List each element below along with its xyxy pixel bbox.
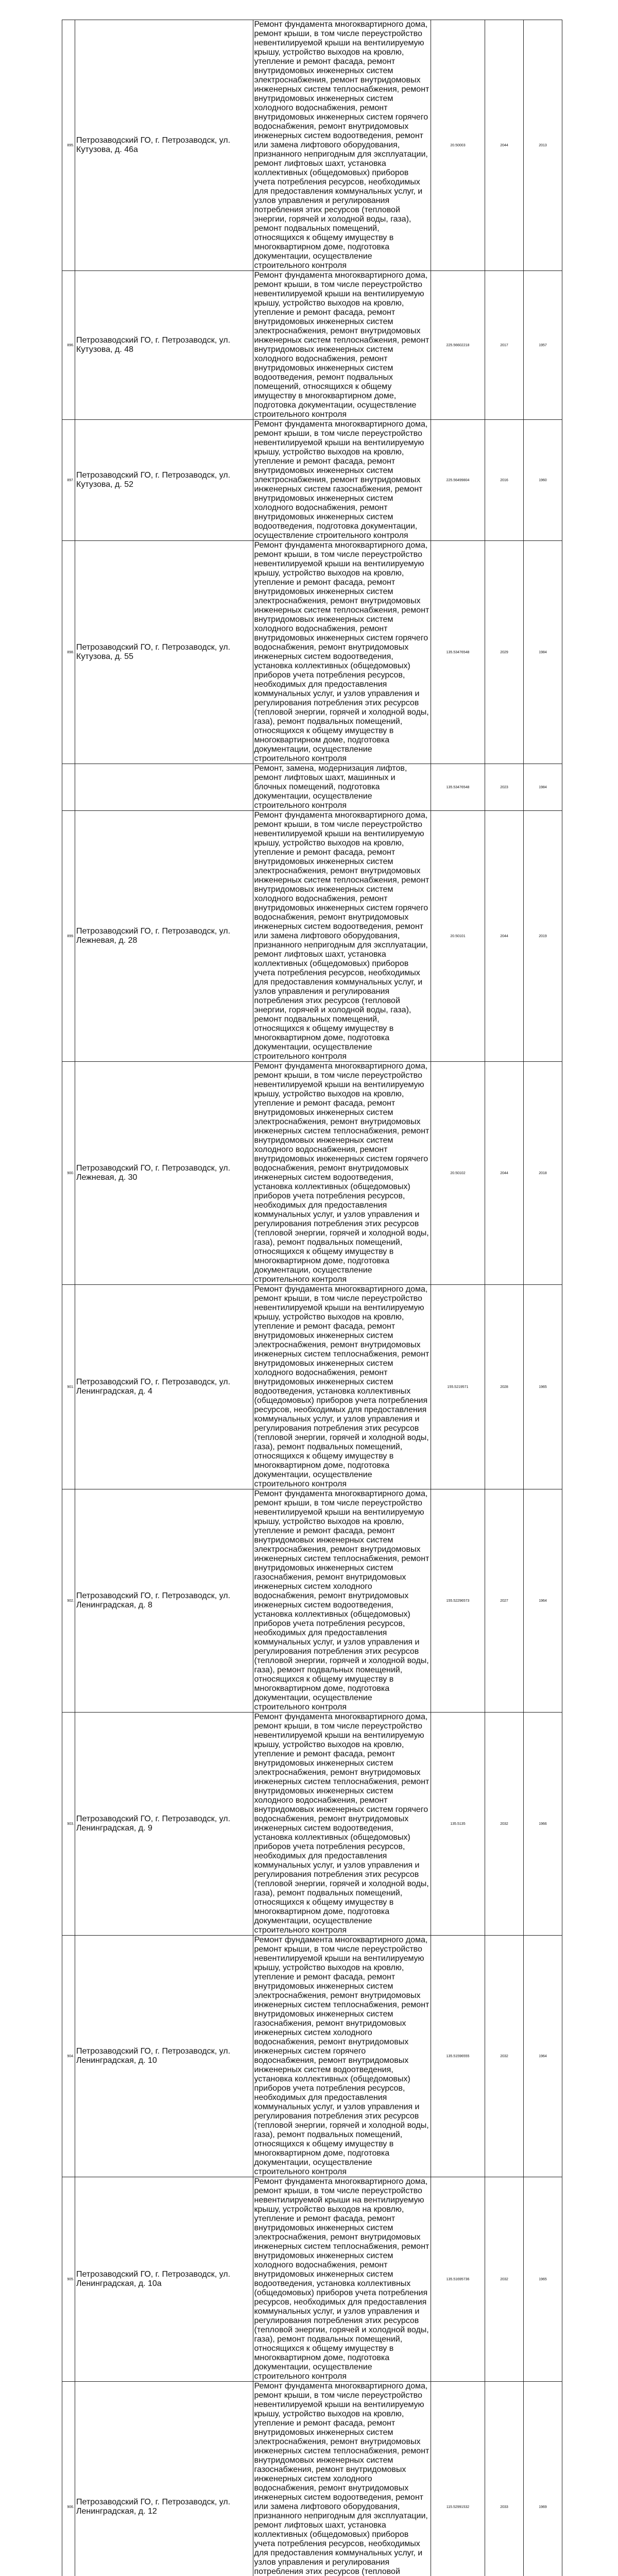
- table-row: [62, 1713, 562, 1936]
- built-year-cell: 2013: [524, 20, 562, 271]
- address-cell: Петрозаводский ГО, г. Петрозаводск, ул. Кутузова, д. 46а: [75, 20, 253, 271]
- works-cell: Ремонт фундамента многоквартирного дома, ремонт крыши, в том числе переустройство невентилируемой крыши на вентилируемую крышу, устройство выходов на кровлю, утепление и ремонт фасада, ремонт внутридомовых инженерных систем электроснабжения, ремонт внутридомовых инженерных систем теплоснабжения, ремонт внутридомовых инженерных систем газоснабжения, ремонт внутридомовых инженерных систем холодного водоснабжения, ремонт внутридомовых инженерных систем водоотведения, ремонт или замена лифтового оборудования, признанного непригодным для эксплуатации, ремонт лифтовых шахт, установка коллективных (общедомовых) приборов учета потребления ресурсов, необходимых для предоставления коммунальных услуг, и узлов управления и регулирования потребления этих ресурсов (тепловой: [253, 2382, 431, 2576]
- works-cell: Ремонт фундамента многоквартирного дома, ремонт крыши, в том числе переустройство невентилируемой крыши на вентилируемую крышу, устройство выходов на кровлю, утепление и ремонт фасада, ремонт внутридомовых инженерных систем электроснабжения, ремонт внутридомовых инженерных систем теплоснабжения, ремонт внутридомовых инженерных систем холодного водоснабжения, ремонт внутридомовых инженерных систем горячего водоснабжения, ремонт внутридомовых инженерных систем водоотведения, ремонт или замена лифтового оборудования, признанного непригодным для эксплуатации, ремонт лифтовых шахт, установка коллективных (общедомовых) приборов учета потребления ресурсов, необходимых для предоставления коммунальных услуг, и узлов управления и регулирования потребления этих ресурсов (тепловой энергии, горячей и холодной воды, газа), ремонт подвальных помещений, относящихся к общему имуществу в многоквартирном доме, подготовка документации, осуществление строительного контроля: [253, 811, 431, 1062]
- planned-year-cell: 2028: [485, 1285, 524, 1489]
- table-body: [62, 20, 562, 2576]
- row-number: 902.: [62, 1489, 75, 1713]
- planned-year-cell: 2032: [485, 2177, 524, 2382]
- address-cell: Петрозаводский ГО, г. Петрозаводск, ул. Ленинградская, д. 10а: [75, 2177, 253, 2382]
- table-row: [62, 2177, 562, 2382]
- built-year-cell: 1969: [524, 2382, 562, 2576]
- planned-year-cell: 2032: [485, 1713, 524, 1936]
- row-number: 899.: [62, 811, 75, 1062]
- address-cell: Петрозаводский ГО, г. Петрозаводск, ул. Кутузова, д. 55: [75, 541, 253, 764]
- cost-cell: 20.50102: [431, 1062, 485, 1285]
- cost-cell: 135.5135: [431, 1713, 485, 1936]
- cost-cell: 20.50003: [431, 20, 485, 271]
- address-cell: Петрозаводский ГО, г. Петрозаводск, ул. Лежневая, д. 28: [75, 811, 253, 1062]
- planned-year-cell: 2044: [485, 20, 524, 271]
- built-year-cell: 1964: [524, 1489, 562, 1713]
- planned-year-cell: 2016: [485, 420, 524, 541]
- cost-cell: 225.56499804: [431, 420, 485, 541]
- works-cell: Ремонт фундамента многоквартирного дома, ремонт крыши, в том числе переустройство невентилируемой крыши на вентилируемую крышу, устройство выходов на кровлю, утепление и ремонт фасада, ремонт внутридомовых инженерных систем электроснабжения, ремонт внутридомовых инженерных систем газоснабжения, ремонт внутридомовых инженерных систем холодного водоснабжения, ремонт внутридомовых инженерных систем водоотведения, подготовка документации, осуществление строительного контроля: [253, 420, 431, 541]
- table-row: [62, 1062, 562, 1285]
- built-year-cell: 1960: [524, 420, 562, 541]
- planned-year-cell: 2044: [485, 1062, 524, 1285]
- built-year-cell: 1966: [524, 1713, 562, 1936]
- row-number: 896.: [62, 271, 75, 420]
- built-year-cell: 1964: [524, 1936, 562, 2177]
- table-row: [62, 20, 562, 271]
- address-cell: Петрозаводский ГО, г. Петрозаводск, ул. Ленинградская, д. 8: [75, 1489, 253, 1713]
- table-row: [62, 1285, 562, 1489]
- address-cell: Петрозаводский ГО, г. Петрозаводск, ул. Кутузова, д. 52: [75, 420, 253, 541]
- table-row: [62, 811, 562, 1062]
- built-year-cell: 2018: [524, 1062, 562, 1285]
- row-number: 895.: [62, 20, 75, 271]
- planned-year-cell: 2029: [485, 541, 524, 764]
- row-number: [62, 764, 75, 811]
- built-year-cell: 1965: [524, 1285, 562, 1489]
- works-cell: Ремонт фундамента многоквартирного дома, ремонт крыши, в том числе переустройство невентилируемой крыши на вентилируемую крышу, устройство выходов на кровлю, утепление и ремонт фасада, ремонт внутридомовых инженерных систем электроснабжения, ремонт внутридомовых инженерных систем теплоснабжения, ремонт внутридомовых инженерных систем холодного водоснабжения, ремонт внутридомовых инженерных систем горячего водоснабжения, ремонт внутридомовых инженерных систем водоотведения, установка коллективных (общедомовых) приборов учета потребления ресурсов, необходимых для предоставления коммунальных услуг, и узлов управления и регулирования потребления этих ресурсов (тепловой энергии, горячей и холодной воды, газа), ремонт подвальных помещений, относящихся к общему имуществу в многоквартирном доме, подготовка документации, осуществление строительного контроля: [253, 541, 431, 764]
- works-cell: Ремонт, замена, модернизация лифтов, ремонт лифтовых шахт, машинных и блочных помещений, подготовка документации, осуществление строительного контроля: [253, 764, 431, 811]
- planned-year-cell: 2027: [485, 1489, 524, 1713]
- table-row: [62, 271, 562, 420]
- table-row: [62, 764, 562, 811]
- works-cell: Ремонт фундамента многоквартирного дома, ремонт крыши, в том числе переустройство невентилируемой крыши на вентилируемую крышу, устройство выходов на кровлю, утепление и ремонт фасада, ремонт внутридомовых инженерных систем электроснабжения, ремонт внутридомовых инженерных систем теплоснабжения, ремонт внутридомовых инженерных систем газоснабжения, ремонт внутридомовых инженерных систем холодного водоснабжения, ремонт внутридомовых инженерных систем горячего водоснабжения, ремонт внутридомовых инженерных систем водоотведения, установка коллективных (общедомовых) приборов учета потребления ресурсов, необходимых для предоставления коммунальных услуг, и узлов управления и регулирования потребления этих ресурсов (тепловой энергии, горячей и холодной воды, газа), ремонт подвальных помещений, относящихся к общему имуществу в многоквартирном доме, подготовка документации, осуществление строительного контроля: [253, 1936, 431, 2177]
- planned-year-cell: 2044: [485, 811, 524, 1062]
- built-year-cell: 1984: [524, 541, 562, 764]
- address-cell: Петрозаводский ГО, г. Петрозаводск, ул. Ленинградская, д. 4: [75, 1285, 253, 1489]
- built-year-cell: 2019: [524, 811, 562, 1062]
- cost-cell: 155.5219571: [431, 1285, 485, 1489]
- cost-cell: 115.52991532: [431, 2382, 485, 2576]
- row-number: 905.: [62, 2177, 75, 2382]
- cost-cell: 135.51695736: [431, 2177, 485, 2382]
- address-cell: Петрозаводский ГО, г. Петрозаводск, ул. Кутузова, д. 48: [75, 271, 253, 420]
- works-cell: Ремонт фундамента многоквартирного дома, ремонт крыши, в том числе переустройство невентилируемой крыши на вентилируемую крышу, устройство выходов на кровлю, утепление и ремонт фасада, ремонт внутридомовых инженерных систем электроснабжения, ремонт внутридомовых инженерных систем теплоснабжения, ремонт внутридомовых инженерных систем холодного водоснабжения, ремонт внутридомовых инженерных систем горячего водоснабжения, ремонт внутридомовых инженерных систем водоотведения, установка коллективных (общедомовых) приборов учета потребления ресурсов, необходимых для предоставления коммунальных услуг, и узлов управления и регулирования потребления этих ресурсов (тепловой энергии, горячей и холодной воды, газа), ремонт подвальных помещений, относящихся к общему имуществу в многоквартирном доме, подготовка документации, осуществление строительного контроля: [253, 1713, 431, 1936]
- address-cell: Петрозаводский ГО, г. Петрозаводск, ул. Ленинградская, д. 12: [75, 2382, 253, 2576]
- row-number: 904.: [62, 1936, 75, 2177]
- row-number: 898.: [62, 541, 75, 764]
- table-row: [62, 541, 562, 764]
- works-cell: Ремонт фундамента многоквартирного дома, ремонт крыши, в том числе переустройство невентилируемой крыши на вентилируемую крышу, устройство выходов на кровлю, утепление и ремонт фасада, ремонт внутридомовых инженерных систем электроснабжения, ремонт внутридомовых инженерных систем теплоснабжения, ремонт внутридомовых инженерных систем холодного водоснабжения, ремонт внутридомовых инженерных систем водоотведения, установка коллективных (общедомовых) приборов учета потребления ресурсов, необходимых для предоставления коммунальных услуг, и узлов управления и регулирования потребления этих ресурсов (тепловой энергии, горячей и холодной воды, газа), ремонт подвальных помещений, относящихся к общему имуществу в многоквартирном доме, подготовка документации, осуществление строительного контроля: [253, 2177, 431, 2382]
- table-row: [62, 1936, 562, 2177]
- planned-year-cell: 2017: [485, 271, 524, 420]
- planned-year-cell: 2033: [485, 2382, 524, 2576]
- cost-cell: 20.50101: [431, 811, 485, 1062]
- planned-year-cell: 2023: [485, 764, 524, 811]
- address-cell: [75, 764, 253, 811]
- row-number: 897.: [62, 420, 75, 541]
- cost-cell: 135.51596555: [431, 1936, 485, 2177]
- planned-year-cell: 2032: [485, 1936, 524, 2177]
- cost-cell: 155.52296573: [431, 1489, 485, 1713]
- table-row: [62, 1489, 562, 1713]
- address-cell: Петрозаводский ГО, г. Петрозаводск, ул. Лежневая, д. 30: [75, 1062, 253, 1285]
- built-year-cell: 1965: [524, 2177, 562, 2382]
- works-cell: Ремонт фундамента многоквартирного дома, ремонт крыши, в том числе переустройство невентилируемой крыши на вентилируемую крышу, устройство выходов на кровлю, утепление и ремонт фасада, ремонт внутридомовых инженерных систем электроснабжения, ремонт внутридомовых инженерных систем теплоснабжения, ремонт внутридомовых инженерных систем холодного водоснабжения, ремонт внутридомовых инженерных систем водоотведения, ремонт подвальных помещений, относящихся к общему имуществу в многоквартирном доме, подготовка документации, осуществление строительного контроля: [253, 271, 431, 420]
- cost-cell: 135.53476548: [431, 541, 485, 764]
- built-year-cell: 1957: [524, 271, 562, 420]
- address-cell: Петрозаводский ГО, г. Петрозаводск, ул. Ленинградская, д. 10: [75, 1936, 253, 2177]
- document-page: [62, 20, 562, 2576]
- cost-cell: 225.56602218: [431, 271, 485, 420]
- address-cell: Петрозаводский ГО, г. Петрозаводск, ул. Ленинградская, д. 9: [75, 1713, 253, 1936]
- capital-repair-table: [62, 20, 562, 2576]
- works-cell: Ремонт фундамента многоквартирного дома, ремонт крыши, в том числе переустройство невентилируемой крыши на вентилируемую крышу, устройство выходов на кровлю, утепление и ремонт фасада, ремонт внутридомовых инженерных систем электроснабжения, ремонт внутридомовых инженерных систем теплоснабжения, ремонт внутридомовых инженерных систем холодного водоснабжения, ремонт внутридомовых инженерных систем горячего водоснабжения, ремонт внутридомовых инженерных систем водоотведения, ремонт или замена лифтового оборудования, признанного непригодным для эксплуатации, ремонт лифтовых шахт, установка коллективных (общедомовых) приборов учета потребления ресурсов, необходимых для предоставления коммунальных услуг, и узлов управления и регулирования потребления этих ресурсов (тепловой энергии, горячей и холодной воды, газа), ремонт подвальных помещений, относящихся к общему имуществу в многоквартирном доме, подготовка документации, осуществление строительного контроля: [253, 20, 431, 271]
- works-cell: Ремонт фундамента многоквартирного дома, ремонт крыши, в том числе переустройство невентилируемой крыши на вентилируемую крышу, устройство выходов на кровлю, утепление и ремонт фасада, ремонт внутридомовых инженерных систем электроснабжения, ремонт внутридомовых инженерных систем теплоснабжения, ремонт внутридомовых инженерных систем холодного водоснабжения, ремонт внутридомовых инженерных систем водоотведения, установка коллективных (общедомовых) приборов учета потребления ресурсов, необходимых для предоставления коммунальных услуг, и узлов управления и регулирования потребления этих ресурсов (тепловой энергии, горячей и холодной воды, газа), ремонт подвальных помещений, относящихся к общему имуществу в многоквартирном доме, подготовка документации, осуществление строительного контроля: [253, 1285, 431, 1489]
- table-row: [62, 420, 562, 541]
- table-row: [62, 2382, 562, 2576]
- works-cell: Ремонт фундамента многоквартирного дома, ремонт крыши, в том числе переустройство невентилируемой крыши на вентилируемую крышу, устройство выходов на кровлю, утепление и ремонт фасада, ремонт внутридомовых инженерных систем электроснабжения, ремонт внутридомовых инженерных систем теплоснабжения, ремонт внутридомовых инженерных систем холодного водоснабжения, ремонт внутридомовых инженерных систем горячего водоснабжения, ремонт внутридомовых инженерных систем водоотведения, установка коллективных (общедомовых) приборов учета потребления ресурсов, необходимых для предоставления коммунальных услуг, и узлов управления и регулирования потребления этих ресурсов (тепловой энергии, горячей и холодной воды, газа), ремонт подвальных помещений, относящихся к общему имуществу в многоквартирном доме, подготовка документации, осуществление строительного контроля: [253, 1062, 431, 1285]
- built-year-cell: 1984: [524, 764, 562, 811]
- row-number: 906.: [62, 2382, 75, 2576]
- row-number: 903.: [62, 1713, 75, 1936]
- works-cell: Ремонт фундамента многоквартирного дома, ремонт крыши, в том числе переустройство невентилируемой крыши на вентилируемую крышу, устройство выходов на кровлю, утепление и ремонт фасада, ремонт внутридомовых инженерных систем электроснабжения, ремонт внутридомовых инженерных систем теплоснабжения, ремонт внутридомовых инженерных систем газоснабжения, ремонт внутридомовых инженерных систем холодного водоснабжения, ремонт внутридомовых инженерных систем водоотведения, установка коллективных (общедомовых) приборов учета потребления ресурсов, необходимых для предоставления коммунальных услуг, и узлов управления и регулирования потребления этих ресурсов (тепловой энергии, горячей и холодной воды, газа), ремонт подвальных помещений, относящихся к общему имуществу в многоквартирном доме, подготовка документации, осуществление строительного контроля: [253, 1489, 431, 1713]
- row-number: 900.: [62, 1062, 75, 1285]
- row-number: 901.: [62, 1285, 75, 1489]
- cost-cell: 135.53476548: [431, 764, 485, 811]
